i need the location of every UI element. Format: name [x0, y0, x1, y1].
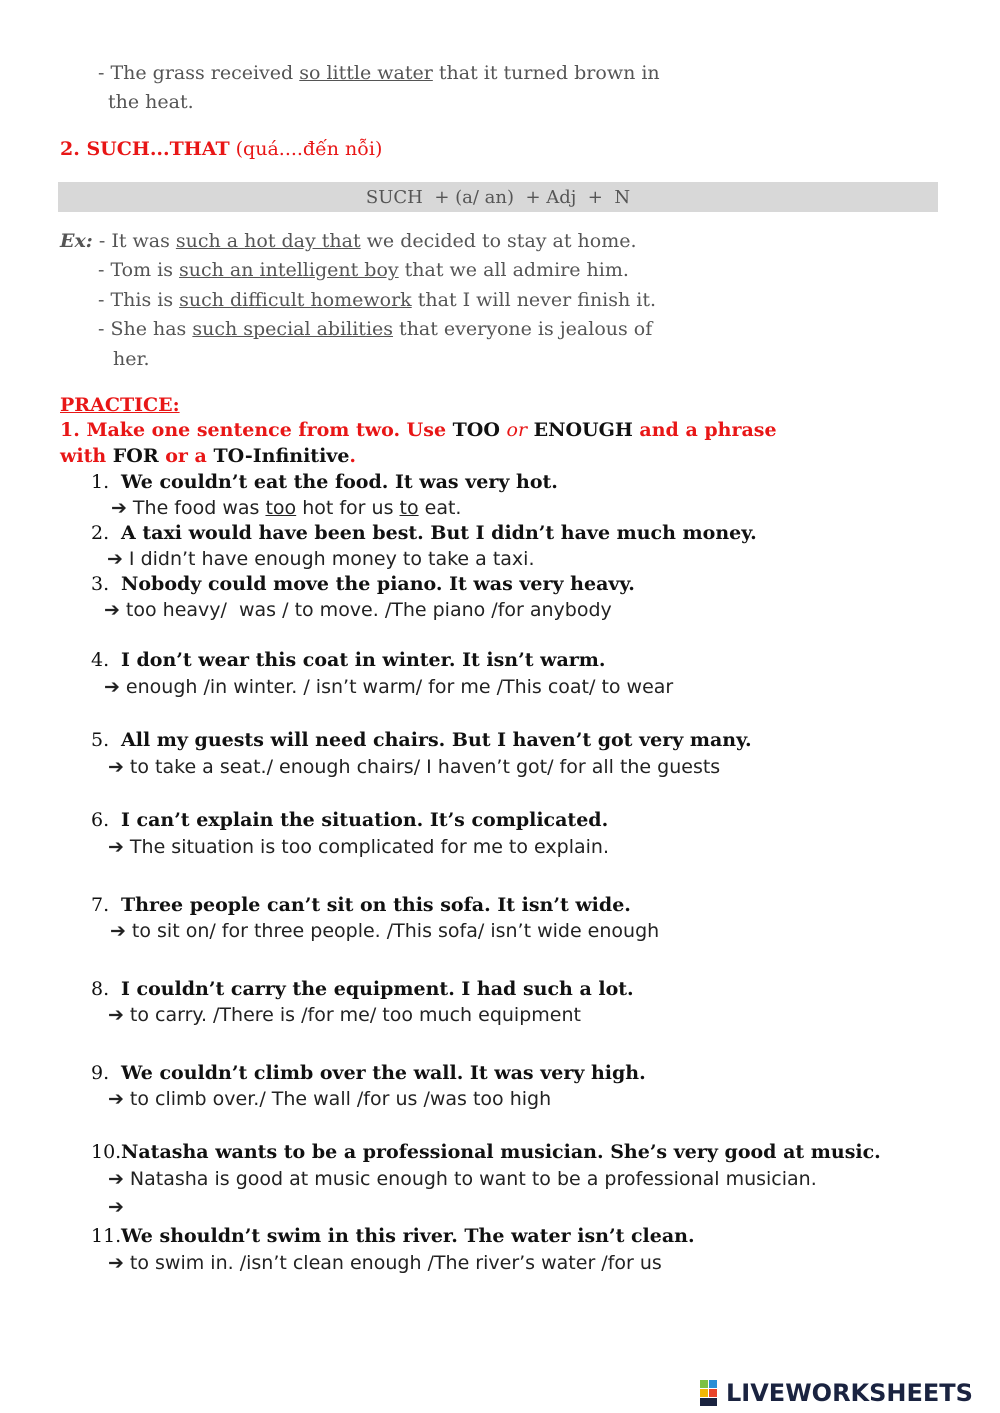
answer-8 [108, 1004, 581, 1026]
answer-text[interactable]: I didn’t have enough money to take a taxi. [128, 548, 535, 570]
example-underlined: such a hot day that [175, 230, 361, 252]
answer-10 [108, 1168, 817, 1190]
question-number: 5. [91, 729, 110, 751]
example-text: - It was [92, 230, 176, 252]
practice-heading: PRACTICE: [60, 394, 180, 416]
example-label: Ex: [60, 230, 93, 252]
answer-1 [111, 497, 461, 519]
word-scramble[interactable]: to swim in. /isn’t clean enough /The river’s water /for us [129, 1252, 662, 1274]
question-number: 1. [91, 471, 110, 493]
arrow-icon: ➔ [104, 599, 120, 621]
question-text: We couldn’t eat the food. It was very hot. [121, 471, 558, 493]
question-number: 2. [91, 522, 110, 544]
formula-text: SUCH + (a/ an) + Adj + N [365, 186, 631, 208]
answer-text: The food was [132, 497, 266, 519]
question-number: 3. [91, 573, 110, 595]
question-number: 11. [91, 1225, 122, 1247]
answer-underlined: to [399, 497, 419, 519]
question-number: 4. [91, 649, 110, 671]
logo-icon [700, 1380, 726, 1406]
word-scramble[interactable]: too heavy/ was / to move. /The piano /for anybody [125, 599, 612, 621]
answer-5 [108, 756, 720, 778]
question-9 [91, 1062, 646, 1084]
example-3 [98, 289, 656, 311]
example-underlined: such difficult homework [179, 289, 412, 311]
question-8 [91, 978, 634, 1000]
example-text-end: that I will never finish it. [411, 289, 657, 311]
answer-text[interactable]: Natasha is good at music enough to want to be a professional musician. [129, 1168, 817, 1190]
question-4 [91, 649, 606, 671]
section-2-title: 2. SUCH...THAT [60, 138, 230, 160]
word-scramble[interactable]: to sit on/ for three people. /This sofa/ isn’t wide enough [131, 920, 660, 942]
answer-4 [104, 676, 673, 698]
instruction-dot: . [349, 445, 357, 467]
arrow-icon: ➔ [108, 1196, 124, 1218]
arrow-icon: ➔ [104, 676, 120, 698]
answer-2 [107, 548, 534, 570]
instruction-text: and a phrase [632, 419, 777, 441]
answer-text: hot for us [296, 497, 400, 519]
example-2 [98, 259, 629, 281]
answer-10-blank[interactable] [108, 1196, 130, 1218]
answer-text: eat. [418, 497, 462, 519]
arrow-icon: ➔ [108, 1088, 124, 1110]
word-scramble[interactable]: to carry. /There is /for me/ too much equipment [129, 1004, 581, 1026]
question-number: 10. [91, 1141, 122, 1163]
keyword-to-infinitive: TO-Infinitive [213, 445, 350, 467]
question-5 [91, 729, 752, 751]
arrow-icon: ➔ [108, 1004, 124, 1026]
question-7 [91, 894, 631, 916]
example-text-end: we decided to stay at home. [360, 230, 637, 252]
instruction-text: or a [158, 445, 214, 467]
question-text: Nobody could move the piano. It was very heavy. [121, 573, 635, 595]
instruction-line-2 [60, 445, 356, 467]
arrow-icon: ➔ [107, 548, 123, 570]
word-scramble[interactable]: enough /in winter. / isn’t warm/ for me /This coat/ to wear [125, 676, 674, 698]
arrow-icon: ➔ [111, 497, 127, 519]
question-6 [91, 809, 608, 831]
intro-line-2: the heat. [108, 91, 194, 113]
question-text: Natasha wants to be a professional musician. She’s very good at music. [121, 1141, 881, 1163]
question-text: We couldn’t climb over the wall. It was very high. [121, 1062, 646, 1084]
instruction-line-1 [60, 419, 777, 441]
arrow-icon: ➔ [108, 836, 124, 858]
answer-6 [108, 836, 609, 858]
question-number: 9. [91, 1062, 110, 1084]
intro-underlined: so little water [299, 62, 433, 84]
keyword-or: or [506, 419, 528, 441]
answer-7 [110, 920, 659, 942]
example-text: - This is [98, 289, 180, 311]
logo-text: LIVEWORKSHEETS [726, 1379, 973, 1407]
example-text: - She has [98, 318, 193, 340]
formula-bar [58, 182, 938, 212]
example-4-cont: her. [113, 348, 150, 370]
arrow-icon: ➔ [108, 1252, 124, 1274]
example-text: - Tom is [98, 259, 180, 281]
word-scramble[interactable]: to climb over./ The wall /for us /was too high [129, 1088, 552, 1110]
answer-9 [108, 1088, 551, 1110]
question-10 [91, 1141, 881, 1163]
question-text: I don’t wear this coat in winter. It isn’t warm. [121, 649, 606, 671]
example-1 [60, 230, 637, 252]
word-scramble[interactable]: to take a seat./ enough chairs/ I haven’t got/ for all the guests [129, 756, 721, 778]
keyword-too: TOO [452, 419, 507, 441]
section-2-heading [60, 138, 382, 160]
example-underlined: such an intelligent boy [179, 259, 399, 281]
question-2 [91, 522, 757, 544]
answer-underlined: too [265, 497, 297, 519]
question-text: We shouldn’t swim in this river. The water isn’t clean. [121, 1225, 695, 1247]
question-text: Three people can’t sit on this sofa. It isn’t wide. [121, 894, 631, 916]
example-text-end: that we all admire him. [398, 259, 629, 281]
answer-3 [104, 599, 612, 621]
question-text: I couldn’t carry the equipment. I had such a lot. [121, 978, 634, 1000]
arrow-icon: ➔ [108, 1168, 124, 1190]
example-4 [98, 318, 652, 340]
question-text: All my guests will need chairs. But I haven’t got very many. [121, 729, 752, 751]
keyword-for: FOR [112, 445, 159, 467]
instruction-text: with [60, 445, 113, 467]
question-number: 8. [91, 978, 110, 1000]
liveworksheets-logo [700, 1378, 973, 1408]
keyword-enough: ENOUGH [527, 419, 633, 441]
question-text: I can’t explain the situation. It’s complicated. [121, 809, 609, 831]
arrow-icon: ➔ [110, 920, 126, 942]
answer-text[interactable]: The situation is too complicated for me to explain. [129, 836, 609, 858]
section-2-note: (quá....đến nỗi) [229, 138, 383, 160]
example-underlined: such special abilities [192, 318, 394, 340]
question-number: 7. [91, 894, 110, 916]
arrow-icon: ➔ [108, 756, 124, 778]
example-text-end: that everyone is jealous of [393, 318, 653, 340]
answer-11 [108, 1252, 662, 1274]
question-text: A taxi would have been best. But I didn’t have much money. [121, 522, 757, 544]
intro-text: - The grass received [98, 62, 300, 84]
question-1 [91, 471, 558, 493]
intro-text-end: that it turned brown in [432, 62, 660, 84]
instruction-text: 1. Make one sentence from two. Use [60, 419, 453, 441]
intro-line-1 [98, 62, 660, 84]
question-3 [91, 573, 635, 595]
question-11 [91, 1225, 695, 1247]
question-number: 6. [91, 809, 110, 831]
